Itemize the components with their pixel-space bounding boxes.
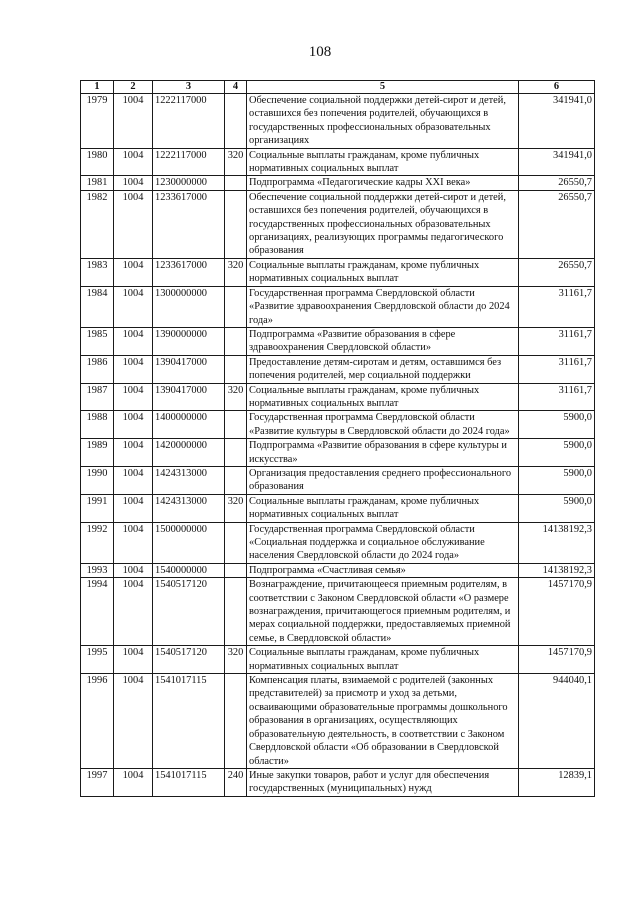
row-amount: 31161,7 [519, 383, 595, 411]
row-amount: 14138192,3 [519, 522, 595, 563]
row-number: 1997 [81, 768, 114, 796]
row-target-article: 1390417000 [153, 355, 225, 383]
row-target-article: 1420000000 [153, 439, 225, 467]
row-amount: 341941,0 [519, 148, 595, 176]
row-amount: 944040,1 [519, 674, 595, 769]
row-category: 1004 [114, 94, 153, 149]
table-row [81, 176, 595, 190]
row-amount: 31161,7 [519, 355, 595, 383]
row-number: 1992 [81, 522, 114, 563]
row-expense-type: 240 [225, 768, 247, 796]
row-target-article: 1230000000 [153, 176, 225, 190]
row-name: Компенсация платы, взимаемой с родителей (законных представителей) за присмотр и уход за детьми, осваивающими образовательные программы дошкольного образования в организациях, осуществляющих образовательную деятельность, в соответствии с Законом Свердловской области «Об образовании в Свердловской области» [247, 674, 519, 769]
row-expense-type [225, 674, 247, 769]
row-category: 1004 [114, 768, 153, 796]
table-row [81, 674, 595, 769]
row-name: Социальные выплаты гражданам, кроме публичных нормативных социальных выплат [247, 383, 519, 411]
row-expense-type: 320 [225, 258, 247, 286]
row-name: Подпрограмма «Педагогические кадры XXI века» [247, 176, 519, 190]
row-amount: 12839,1 [519, 768, 595, 796]
row-target-article: 1424313000 [153, 466, 225, 494]
row-number: 1981 [81, 176, 114, 190]
table-row [81, 327, 595, 355]
row-target-article: 1540517120 [153, 578, 225, 646]
table-row [81, 522, 595, 563]
row-category: 1004 [114, 176, 153, 190]
row-expense-type [225, 327, 247, 355]
row-amount: 26550,7 [519, 176, 595, 190]
row-number: 1988 [81, 411, 114, 439]
table-row [81, 646, 595, 674]
row-target-article: 1233617000 [153, 190, 225, 258]
row-expense-type [225, 522, 247, 563]
row-category: 1004 [114, 494, 153, 522]
table-row [81, 439, 595, 467]
row-expense-type [225, 190, 247, 258]
row-name: Обеспечение социальной поддержки детей-сирот и детей, оставшихся без попечения родителей, обучающихся в государственных профессиональных образовательных организациях, реализующих программы педагогического образования [247, 190, 519, 258]
table-row [81, 383, 595, 411]
row-expense-type [225, 286, 247, 327]
row-target-article: 1540000000 [153, 563, 225, 577]
row-number: 1979 [81, 94, 114, 149]
row-target-article: 1424313000 [153, 494, 225, 522]
page-number: 108 [308, 44, 332, 60]
row-expense-type [225, 176, 247, 190]
row-category: 1004 [114, 411, 153, 439]
row-expense-type: 320 [225, 646, 247, 674]
row-expense-type: 320 [225, 494, 247, 522]
row-name: Социальные выплаты гражданам, кроме публичных нормативных социальных выплат [247, 494, 519, 522]
row-category: 1004 [114, 355, 153, 383]
row-number: 1980 [81, 148, 114, 176]
row-category: 1004 [114, 190, 153, 258]
table-row [81, 578, 595, 646]
row-number: 1990 [81, 466, 114, 494]
row-target-article: 1400000000 [153, 411, 225, 439]
table-row [81, 258, 595, 286]
row-name: Подпрограмма «Развитие образования в сфере культуры и искусства» [247, 439, 519, 467]
table-body [81, 94, 595, 797]
row-number: 1994 [81, 578, 114, 646]
col-header-target-article: 3 [153, 81, 225, 94]
row-amount: 5900,0 [519, 411, 595, 439]
row-amount: 5900,0 [519, 494, 595, 522]
row-number: 1982 [81, 190, 114, 258]
row-number: 1995 [81, 646, 114, 674]
row-expense-type [225, 578, 247, 646]
row-category: 1004 [114, 286, 153, 327]
row-target-article: 1540517120 [153, 646, 225, 674]
row-category: 1004 [114, 646, 153, 674]
row-name: Государственная программа Свердловской области «Развитие культуры в Свердловской области до 2024 года» [247, 411, 519, 439]
row-name: Государственная программа Свердловской области «Развитие здравоохранения Свердловской области до 2024 года» [247, 286, 519, 327]
row-target-article: 1541017115 [153, 768, 225, 796]
row-category: 1004 [114, 439, 153, 467]
row-number: 1987 [81, 383, 114, 411]
row-category: 1004 [114, 578, 153, 646]
row-expense-type [225, 466, 247, 494]
row-name: Вознаграждение, причитающееся приемным родителям, в соответствии с Законом Свердловской области «О размере вознаграждения, причитающегося приемным родителям, и мерах социальной поддержки, предоставляемых приемной семье, в Свердловской области» [247, 578, 519, 646]
row-expense-type: 320 [225, 148, 247, 176]
row-amount: 26550,7 [519, 190, 595, 258]
col-header-expense-type: 4 [225, 81, 247, 94]
row-amount: 14138192,3 [519, 563, 595, 577]
row-category: 1004 [114, 522, 153, 563]
row-amount: 31161,7 [519, 327, 595, 355]
table-row [81, 494, 595, 522]
row-number: 1989 [81, 439, 114, 467]
row-target-article: 1222117000 [153, 148, 225, 176]
row-target-article: 1300000000 [153, 286, 225, 327]
table-row [81, 768, 595, 796]
col-header-name: 5 [247, 81, 519, 94]
row-expense-type [225, 563, 247, 577]
row-number: 1991 [81, 494, 114, 522]
row-number: 1983 [81, 258, 114, 286]
row-expense-type [225, 439, 247, 467]
row-category: 1004 [114, 466, 153, 494]
row-category: 1004 [114, 383, 153, 411]
row-category: 1004 [114, 563, 153, 577]
row-category: 1004 [114, 674, 153, 769]
row-name: Подпрограмма «Счастливая семья» [247, 563, 519, 577]
row-name: Организация предоставления среднего профессионального образования [247, 466, 519, 494]
row-name: Социальные выплаты гражданам, кроме публичных нормативных социальных выплат [247, 646, 519, 674]
row-category: 1004 [114, 258, 153, 286]
col-header-category: 2 [114, 81, 153, 94]
table-row [81, 411, 595, 439]
header-row [81, 81, 595, 94]
row-number: 1996 [81, 674, 114, 769]
row-target-article: 1541017115 [153, 674, 225, 769]
row-amount: 31161,7 [519, 286, 595, 327]
table-row [81, 94, 595, 149]
row-number: 1993 [81, 563, 114, 577]
row-amount: 1457170,9 [519, 578, 595, 646]
row-name: Подпрограмма «Развитие образования в сфере здравоохранения Свердловской области» [247, 327, 519, 355]
table-row [81, 466, 595, 494]
row-amount: 5900,0 [519, 439, 595, 467]
col-header-row-number: 1 [81, 81, 114, 94]
row-number: 1986 [81, 355, 114, 383]
table-row [81, 148, 595, 176]
table-header [81, 81, 595, 94]
row-number: 1985 [81, 327, 114, 355]
row-amount: 5900,0 [519, 466, 595, 494]
row-name: Иные закупки товаров, работ и услуг для обеспечения государственных (муниципальных) нужд [247, 768, 519, 796]
row-category: 1004 [114, 327, 153, 355]
row-expense-type [225, 411, 247, 439]
row-target-article: 1390000000 [153, 327, 225, 355]
row-target-article: 1222117000 [153, 94, 225, 149]
row-name: Социальные выплаты гражданам, кроме публичных нормативных социальных выплат [247, 148, 519, 176]
budget-table [80, 80, 595, 797]
row-target-article: 1233617000 [153, 258, 225, 286]
table-row [81, 355, 595, 383]
table-row [81, 563, 595, 577]
table-row [81, 286, 595, 327]
row-category: 1004 [114, 148, 153, 176]
row-amount: 1457170,9 [519, 646, 595, 674]
col-header-amount: 6 [519, 81, 595, 94]
row-amount: 341941,0 [519, 94, 595, 149]
row-target-article: 1390417000 [153, 383, 225, 411]
row-expense-type: 320 [225, 383, 247, 411]
row-name: Социальные выплаты гражданам, кроме публичных нормативных социальных выплат [247, 258, 519, 286]
row-expense-type [225, 94, 247, 149]
row-number: 1984 [81, 286, 114, 327]
row-target-article: 1500000000 [153, 522, 225, 563]
row-name: Обеспечение социальной поддержки детей-сирот и детей, оставшихся без попечения родителей, обучающихся в государственных профессиональных образовательных организациях [247, 94, 519, 149]
row-amount: 26550,7 [519, 258, 595, 286]
row-name: Предоставление детям-сиротам и детям, оставшимся без попечения родителей, мер социальной поддержки [247, 355, 519, 383]
table-row [81, 190, 595, 258]
row-expense-type [225, 355, 247, 383]
row-name: Государственная программа Свердловской области «Социальная поддержка и социальное обслуживание населения Свердловской области до 2024 года» [247, 522, 519, 563]
